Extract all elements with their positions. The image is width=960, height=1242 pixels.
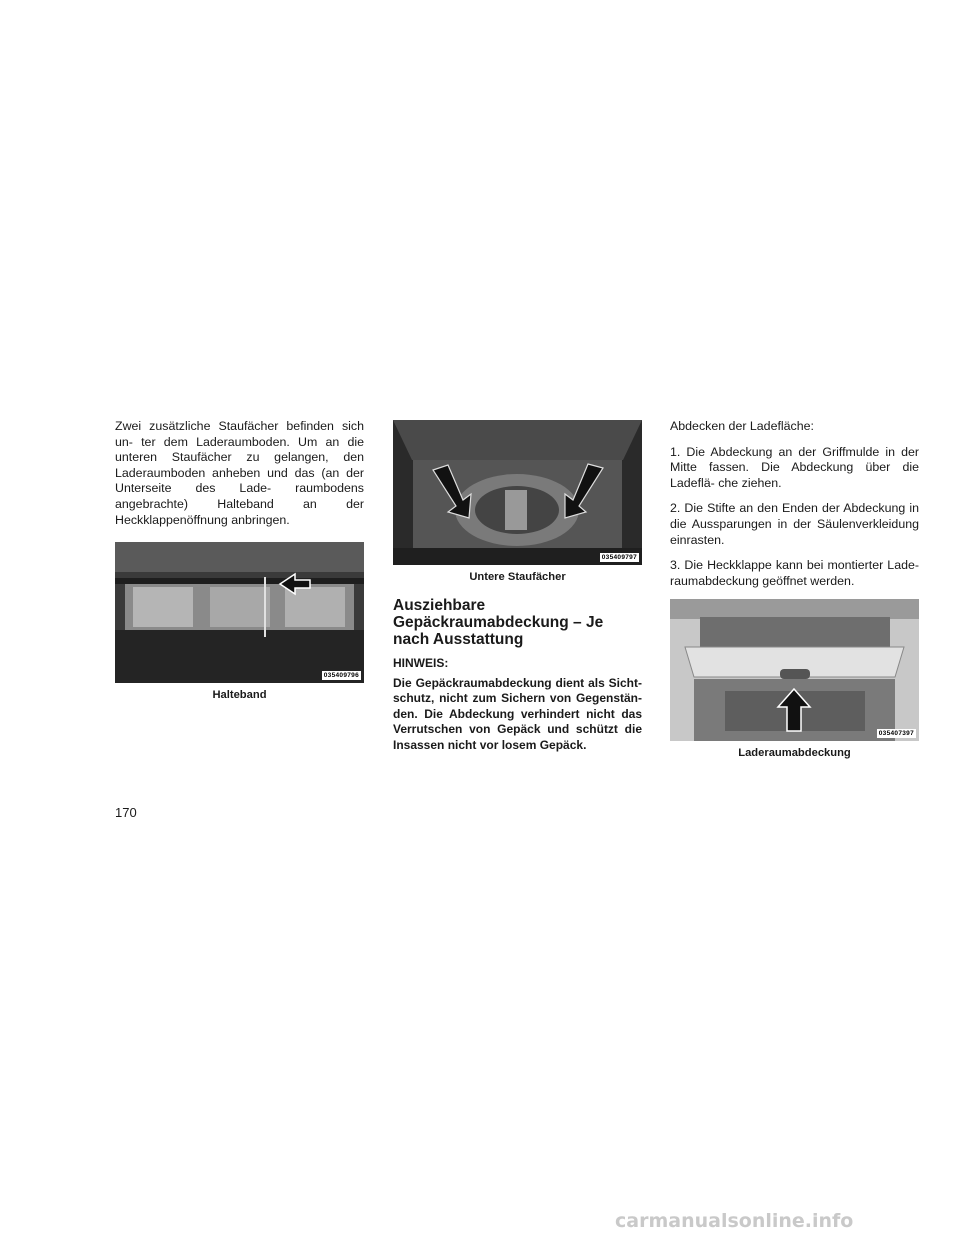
photo-caption: Halteband: [212, 689, 267, 702]
photo-code: 035409796: [323, 672, 359, 680]
lower-storage-illustration: [393, 420, 642, 565]
photo-caption: Untere Staufächer: [469, 571, 566, 583]
tether-strap-photo: [115, 542, 364, 683]
cargo-cover-photo: [670, 599, 919, 741]
step-item: 2. Die Stifte an den Enden der Abdeckung in die Aussparungen in der Säulenverkleidung einrasten.: [670, 501, 919, 547]
note-text: Die Gepäckraumabdeckung dient als Sicht- schutz, nicht zum Sichern von Gegenstän- den. Die Abdeckung verhindert nicht das Verrutschen von Gepäck und schützt die Insassen nicht vor losem Gepäck.: [393, 676, 642, 752]
page-number: 170: [115, 805, 137, 820]
lower-storage-photo: [393, 420, 642, 565]
section-heading: Ausziehbare Gepäckraumabdeckung – Je nach Ausstattung: [393, 597, 604, 648]
photo-code: 035407397: [878, 730, 914, 738]
step-item: 1. Die Abdeckung an der Griffmulde in der Mitte fassen. Die Abdeckung über die Ladeflä- che ziehen.: [670, 444, 919, 490]
storage-paragraph: Zwei zusätzliche Staufächer befinden sich un- ter dem Laderaumboden. Um an die unteren Staufächer zu gelangen, den Laderaumboden anheben und das (an der Unterseite des Lade- raumbodens angebrachte) Halteband an der Heckklappenöffnung anbringen.: [115, 419, 364, 527]
cargo-cover-illustration: [670, 599, 919, 741]
column-right: [670, 419, 919, 759]
photo-caption: Laderaumabdeckung: [738, 747, 851, 760]
note-label: HINWEIS:: [393, 656, 449, 670]
intro-text: Abdecken der Ladefläche:: [670, 419, 814, 433]
photo-code: 035409797: [601, 554, 637, 561]
column-left: [115, 419, 364, 701]
column-middle: [393, 420, 642, 753]
tether-strap-illustration: [115, 542, 364, 683]
watermark-link[interactable]: carmanualsonline.info: [615, 1210, 854, 1232]
step-item: 3. Die Heckklappe kann bei montierter Lade- raumabdeckung geöffnet werden.: [670, 558, 919, 588]
